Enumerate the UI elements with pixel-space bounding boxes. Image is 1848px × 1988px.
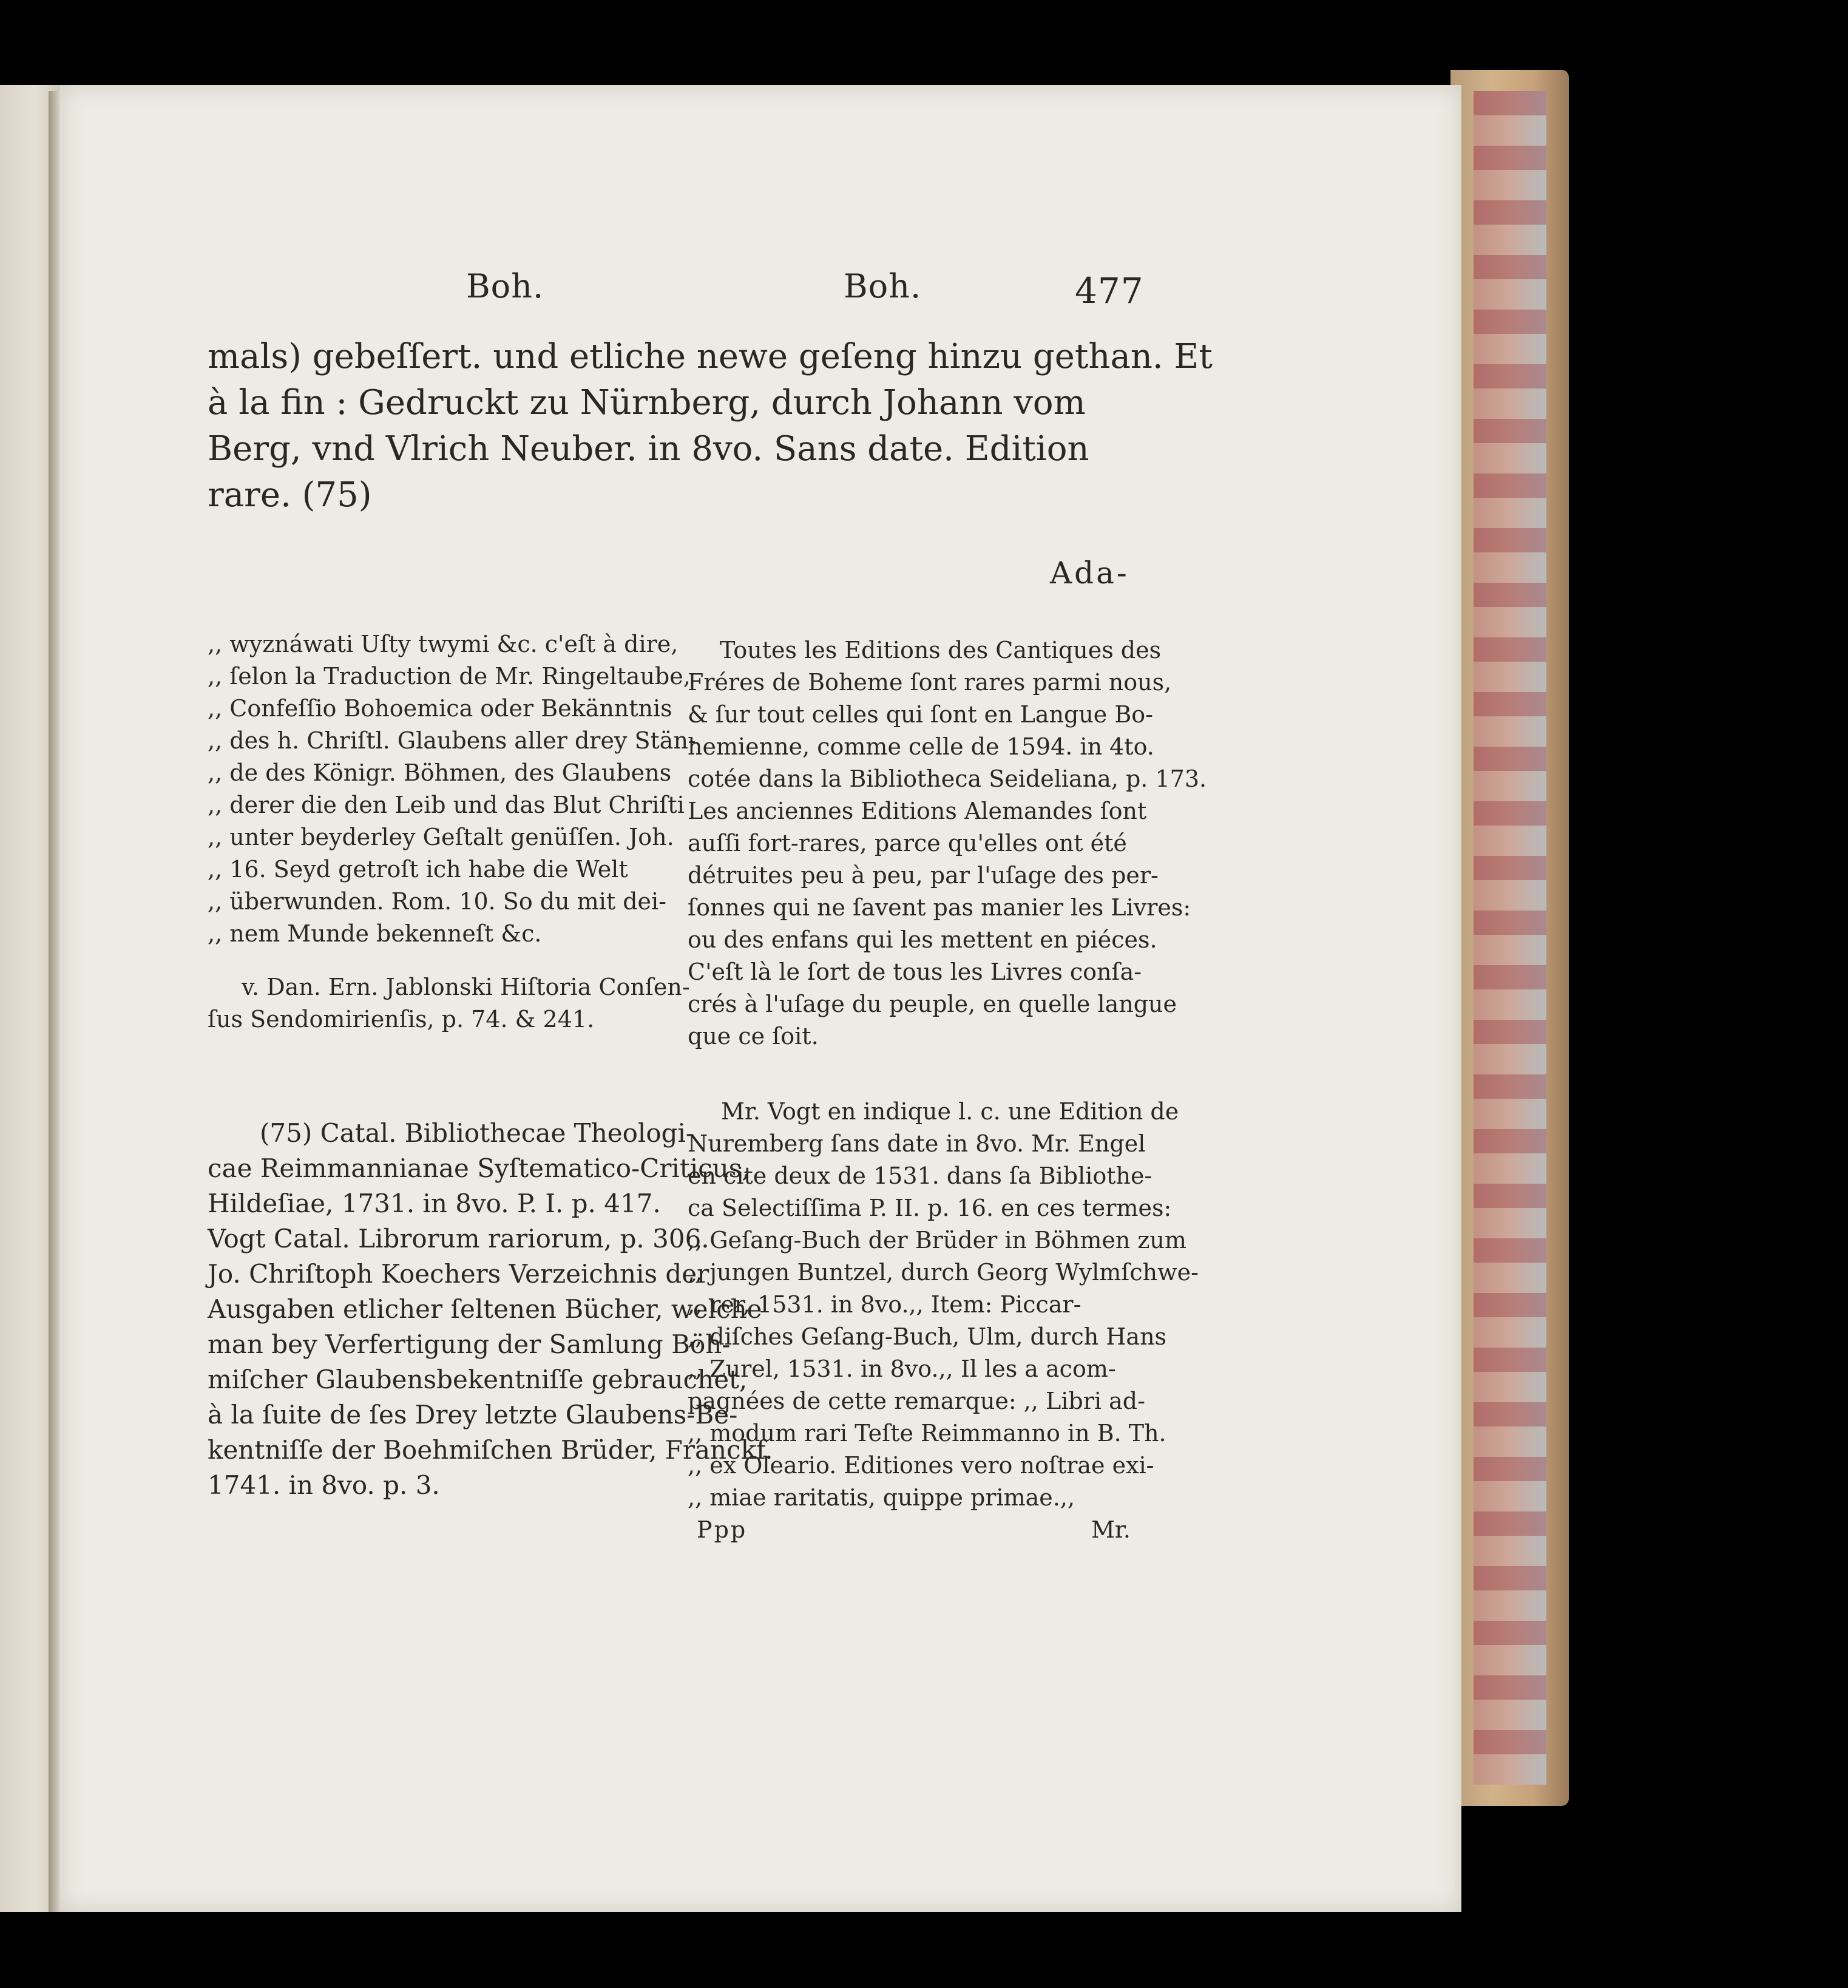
para-line: ,, diſches Geſang-Buch, Ulm, durch Hans (688, 1323, 1167, 1350)
book-page (59, 85, 1461, 1912)
para-line: auſſi fort-rares, parce qu'elles ont été (688, 830, 1127, 857)
note-line: Ausgaben etlicher ſeltenen Bücher, welche (208, 1294, 762, 1324)
running-head-left: Boh. (466, 267, 544, 305)
quote-line: ,, Confeſſio Bohoemica oder Bekänntnis (208, 695, 672, 722)
note-line: miſcher Glaubensbekentniſſe gebrauchet, (208, 1365, 748, 1394)
para-line: ,, rer, 1531. in 8vo.,, Item: Piccar- (688, 1291, 1081, 1318)
para-line: ,, ex Oleario. Editiones vero noſtrae exi- (688, 1452, 1154, 1479)
quote-line: ,, wyznáwati Uſty twymi &c. c'eſt à dire, (208, 631, 679, 657)
para-line: pagnées de cette remarque: ,, Libri ad- (688, 1388, 1145, 1414)
reference-line: ſus Sendomirienſis, p. 74. & 241. (208, 1006, 595, 1033)
quote-line: ,, de des Königr. Böhmen, des Glaubens (208, 759, 672, 786)
quote-line: ,, 16. Seyd getroſt ich habe die Welt (208, 856, 628, 883)
main-line: à la fin : Gedruckt zu Nürnberg, durch Johann vom (208, 383, 1086, 422)
marbled-page-edge (1474, 91, 1546, 1785)
quote-line: ,, unter beyderley Geſtalt genüſſen. Joh. (208, 824, 674, 850)
running-head-right: Boh. (844, 267, 922, 305)
reference-line: v. Dan. Ern. Jablonski Hiſtoria Conſen- (242, 974, 690, 1000)
page-number: 477 (1075, 270, 1144, 311)
note-line: cae Reimmannianae Syſtematico-Criticus, (208, 1153, 750, 1183)
signature-mark: Ppp (697, 1516, 748, 1543)
quote-line: ,, derer die den Leib und das Blut Chriſti (208, 792, 685, 818)
note-line: Hildeſiae, 1731. in 8vo. P. I. p. 417. (208, 1189, 661, 1218)
para-line: ,, jungen Buntzel, durch Georg Wylmſchwe- (688, 1259, 1199, 1286)
para-line: Mr. Vogt en indique l. c. une Edition de (721, 1098, 1179, 1125)
note-line: à la ſuite de ſes Drey letzte Glaubens-Be- (208, 1400, 738, 1430)
note-line: 1741. in 8vo. p. 3. (208, 1470, 440, 1500)
para-line: hemienne, comme celle de 1594. in 4to. (688, 733, 1154, 760)
para-line: ,, modum rari Teſte Reimmanno in B. Th. (688, 1420, 1166, 1447)
note-line: man bey Verfertigung der Samlung Böh- (208, 1329, 731, 1359)
para-line: Fréres de Boheme ſont rares parmi nous, (688, 669, 1172, 696)
para-line: ,, Zurel, 1531. in 8vo.,, Il les a acom- (688, 1355, 1116, 1382)
quote-line: ,, überwunden. Rom. 10. So du mit dei- (208, 888, 667, 915)
para-line: ou des enfans qui les mettent en piéces. (688, 926, 1157, 953)
para-line: C'eſt là le ſort de tous les Livres conſa- (688, 958, 1142, 985)
para-line: cotée dans la Bibliotheca Seideliana, p. 173. (688, 765, 1207, 792)
catchword-ada: Ada- (1050, 555, 1129, 591)
note-line: kentniſſe der Boehmiſchen Brüder, Franckf. (208, 1435, 773, 1465)
para-line: Nuremberg ſans date in 8vo. Mr. Engel (688, 1130, 1146, 1157)
para-line: détruites peu à peu, par l'uſage des per- (688, 862, 1159, 889)
quote-line: ,, ſelon la Traduction de Mr. Ringeltaube, (208, 663, 691, 690)
para-line: ,, miae raritatis, quippe primae.,, (688, 1484, 1075, 1511)
para-line: crés à l'uſage du peuple, en quelle langue (688, 991, 1177, 1017)
para-line: Les anciennes Editions Alemandes ſont (688, 798, 1147, 824)
para-line: & ſur tout celles qui ſont en Langue Bo- (688, 701, 1154, 728)
note-line: (75) Catal. Bibliothecae Theologi- (260, 1118, 695, 1148)
para-line: ſonnes qui ne ſavent pas manier les Livres: (688, 894, 1191, 921)
note-line: Vogt Catal. Librorum rariorum, p. 306. (208, 1224, 709, 1254)
para-line: ca Selectiſſima P. II. p. 16. en ces termes: (688, 1195, 1172, 1221)
footer-catchword: Mr. (1091, 1516, 1131, 1543)
quote-line: ,, nem Munde bekenneſt &c. (208, 920, 542, 947)
main-line: mals) gebeſſert. und etliche newe geſeng hinzu gethan. Et (208, 337, 1213, 376)
main-line: Berg, vnd Vlrich Neuber. in 8vo. Sans date. Edition (208, 429, 1089, 469)
quote-line: ,, des h. Chriſtl. Glaubens aller drey Stän- (208, 727, 696, 754)
para-line: Toutes les Editions des Cantiques des (720, 637, 1162, 663)
para-line: ,, Geſang-Buch der Brüder in Böhmen zum (688, 1227, 1186, 1254)
para-line: que ce ſoit. (688, 1023, 819, 1050)
main-line: rare. (75) (208, 475, 372, 515)
note-line: Jo. Chriſtoph Koechers Verzeichnis der (208, 1259, 709, 1289)
para-line: en cite deux de 1531. dans ſa Bibliothe- (688, 1162, 1152, 1189)
